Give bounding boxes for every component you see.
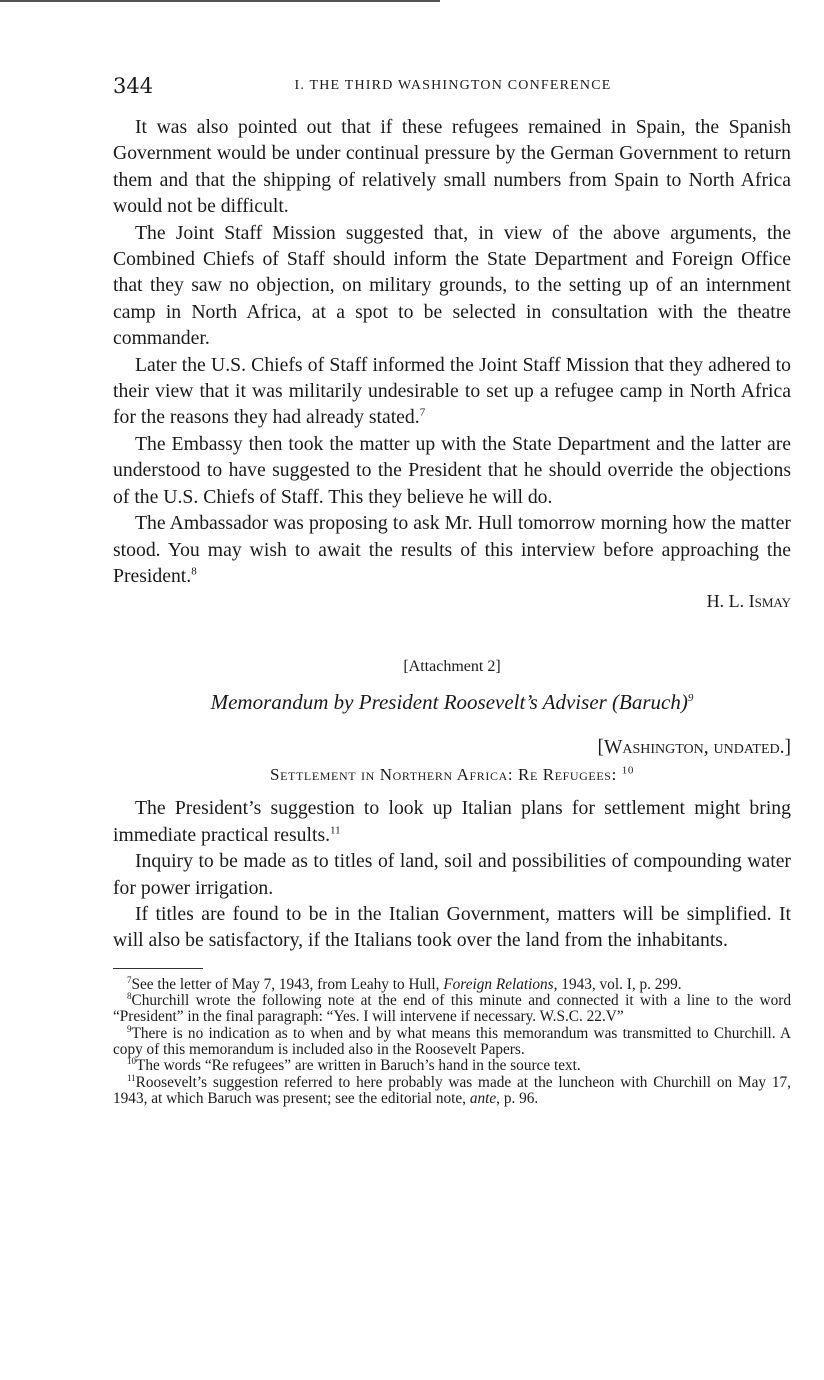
running-head: I. THE THIRD WASHINGTON CONFERENCE — [294, 78, 612, 93]
signature: H. L. Ismay — [706, 591, 791, 612]
paragraph-text: Later the U.S. Chiefs of Staff informed the Joint Staff Mission that they adhered to their view that it was militarily undesirable to set up a refugee camp in North Africa for the reasons they had already stated. — [113, 353, 791, 429]
attachment-label: [Attachment 2] — [403, 658, 501, 676]
footnote-text: Churchill wrote the following note at the end of this minute and connected it with a line to the word “President” in the final paragraph: “Yes. I will intervene if necessary. W.S.C. 22.V” — [113, 992, 791, 1026]
memo-subject — [113, 765, 791, 785]
paragraph-text: The Ambassador was proposing to ask Mr. Hull tomorrow morning how the matter stood. You may wish to await the results of this interview before approaching the President. — [113, 512, 791, 587]
footnote — [113, 974, 791, 993]
footnote — [113, 990, 791, 1026]
memo-title — [113, 690, 791, 715]
footnote-ref: 8 — [191, 565, 197, 578]
footnote-ref: 11 — [330, 824, 341, 837]
paragraph-text: The President’s suggestion to look up Italian plans for settlement might bring immediate practical results. — [113, 797, 791, 846]
body-paragraph — [113, 352, 791, 431]
page-header — [113, 74, 793, 104]
footnote-number: 8 — [127, 990, 132, 1001]
footnote-number: 11 — [127, 1072, 136, 1083]
footnote-text: Roosevelt’s suggestion referred to here probably was made at the luncheon with Churchill on May 17, 1943, at which Baruch was present; see the editorial note, — [113, 1073, 791, 1107]
footnote-text: See the letter of May 7, 1943, from Leahy to Hull, — [131, 975, 440, 993]
footnote-text: , p. 96. — [496, 1089, 539, 1107]
footnote-text: The words “Re refugees” are written in Baruch’s hand in the source text. — [136, 1057, 581, 1075]
memo-subject-text: Settlement in Northern Africa: Re Refugees: — [270, 765, 617, 785]
page-content — [113, 114, 791, 1107]
footnote-italic: ante — [469, 1089, 497, 1107]
footnote-text: , 1943, vol. I, p. 299. — [553, 975, 682, 993]
footnote-ref: 7 — [419, 406, 426, 419]
footnote-ref: 10 — [621, 764, 634, 777]
place-date: [Washington, undated.] — [597, 737, 791, 759]
footnote-number: 7 — [127, 974, 132, 985]
memo-paragraph: If titles are found to be in the Italian Government, matters will be simplified. It will also be satisfactory, if the Italians took over the land from the inhabitants. — [113, 902, 791, 952]
footnote — [113, 1058, 791, 1074]
memo-paragraph — [113, 795, 791, 848]
memo-paragraph: Inquiry to be made as to titles of land, soil and possibilities of compounding water for power irrigation. — [113, 850, 791, 899]
top-rule — [0, 0, 440, 2]
body-paragraph: The Joint Staff Mission suggested that, in view of the above arguments, the Combined Chiefs of Staff should inform the State Department and Foreign Office that they saw no objection, on military grounds, to the setting up of an internment camp in North Africa, at a spot to be selected in consultation with the theatre commander. — [113, 221, 791, 350]
footnote-number: 10 — [127, 1056, 136, 1067]
body-paragraph: It was also pointed out that if these refugees remained in Spain, the Spanish Government would be under continual pressure by the German Government to return them and that the shipping of relatively small numbers from Spain to North Africa would not be difficult. — [113, 116, 791, 218]
body-paragraph — [113, 510, 791, 589]
memo-title-text: Memorandum by President Roosevelt’s Adviser (Baruch) — [210, 690, 688, 715]
page-number: 344 — [113, 74, 154, 98]
body-paragraph: The Embassy then took the matter up with the State Department and the latter are understood to have suggested to the President that he should override the objections of the U.S. Chiefs of Staff. This they believe he will do. — [113, 432, 791, 508]
footnote-rule — [113, 968, 203, 969]
footnote-text: There is no indication as to when and by what means this memorandum was transmitted to Churchill. A copy of this memorandum is included also in the Roosevelt Papers. — [113, 1024, 791, 1058]
footnote — [113, 1023, 791, 1059]
footnote-italic: Foreign Relations — [443, 975, 554, 993]
footnote-ref: 9 — [687, 692, 694, 705]
footnote — [113, 1072, 791, 1108]
footnote-number: 9 — [127, 1023, 132, 1034]
